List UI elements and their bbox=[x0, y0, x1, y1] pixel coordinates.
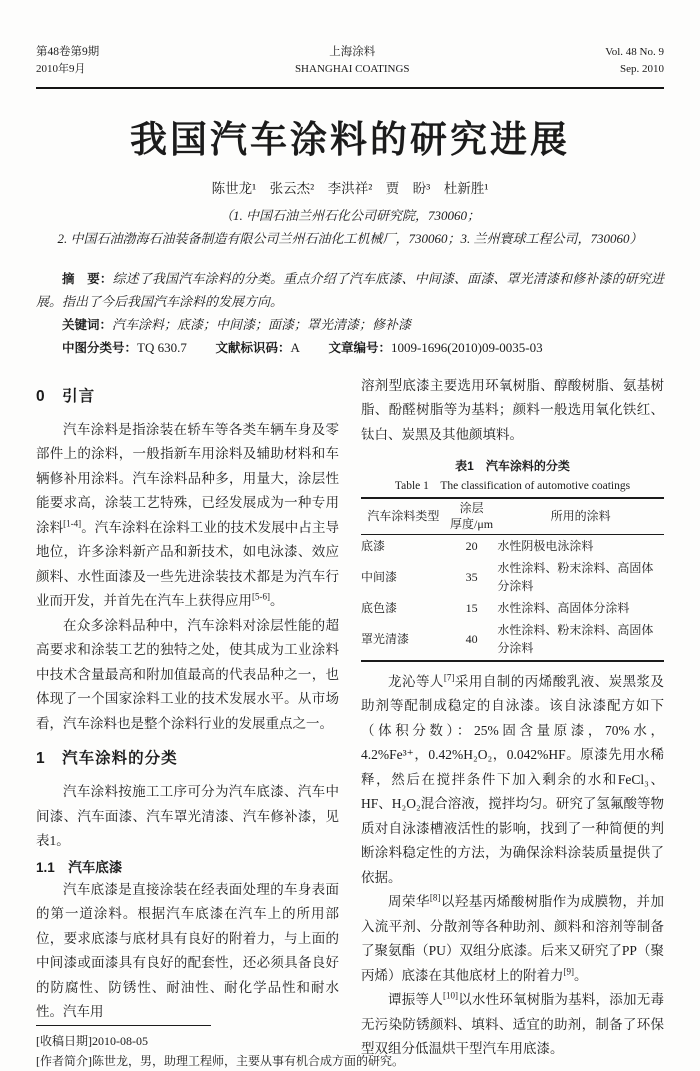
classification-line bbox=[36, 336, 664, 359]
received-date-value: 2010-08-05 bbox=[92, 1033, 148, 1048]
clc-value: TQ 630.7 bbox=[137, 340, 187, 356]
journal-name-en: SHANGHAI COATINGS bbox=[294, 63, 410, 76]
body-columns bbox=[36, 374, 665, 1069]
table-row: 底漆 20 水性阴极电泳涂料 bbox=[361, 538, 594, 553]
table-row: 中间漆 35 水性涂料、粉末涂料、高固体分涂料 bbox=[361, 561, 654, 593]
abstract-text: 综述了我国汽车涂料的分类。重点介绍了汽车底漆、中间漆、面漆、罩光清漆和修补漆的研究进展。指出了今后我国汽车涂料的发展方向。 bbox=[36, 270, 664, 309]
continued-paragraph: 溶剂型底漆主要选用环氧树脂、醇酸树脂、氨基树脂、酚醛树脂等为基料；颜料一般选用氧化铁红、钛白、炭黑及其他颜填料。 bbox=[361, 377, 664, 442]
clc-label: 中图分类号： bbox=[62, 341, 138, 356]
author-list: 陈世龙¹ 张云杰² 李洪祥² 贾 盼³ 杜新胜¹ bbox=[211, 181, 489, 197]
table-1 bbox=[361, 497, 664, 662]
issue-date: 2010年9月 bbox=[36, 63, 86, 76]
table-header-coating: 所用的涂料 bbox=[497, 498, 664, 535]
received-date-line bbox=[36, 1031, 339, 1051]
issue-info bbox=[36, 44, 99, 78]
table-1-block bbox=[361, 457, 664, 662]
journal-name-cn: 上海涂料 bbox=[329, 46, 376, 58]
issue-volume: 第48卷第9期 bbox=[36, 46, 100, 58]
table-header-thickness: 涂层 厚度/μm bbox=[446, 498, 498, 535]
section-1-1-heading: 1.1 汽车底漆 bbox=[36, 859, 123, 875]
volume-info bbox=[605, 44, 664, 77]
table-row: 底色漆 15 水性涂料、高固体分涂料 bbox=[361, 600, 630, 615]
header-rule bbox=[36, 87, 664, 90]
keywords-text: 汽车涂料；底漆；中间漆；面漆；罩光清漆；修补漆 bbox=[112, 317, 412, 333]
doc-code-value: A bbox=[290, 340, 300, 356]
table-1-caption-en: Table 1 The classification of automotive coatings bbox=[394, 480, 631, 493]
author-bio-label: [作者简介] bbox=[36, 1054, 92, 1069]
keywords-line bbox=[36, 313, 664, 336]
footnote-rule bbox=[36, 1025, 211, 1026]
abstract-label: 摘 要： bbox=[62, 271, 113, 286]
section-0-heading: 0 引言 bbox=[36, 387, 96, 405]
keywords-label: 关键词： bbox=[62, 318, 113, 333]
author-bio-line bbox=[36, 1051, 405, 1071]
journal-name bbox=[295, 44, 410, 78]
intro-paragraph-2: 在众多涂料品种中，汽车涂料对涂层性能的超高要求和涂装工艺的独特之处，使其成为工业涂料中技术含量最高和附加值最高的代表品种之一，也体现了一个国家涂料工业的技术发展水平。从市场看，汽车涂料也是整个涂料行业的发展重点之一。 bbox=[36, 617, 339, 731]
received-date-label: [收稿日期] bbox=[36, 1033, 92, 1048]
table-header-type: 汽车涂料类型 bbox=[361, 498, 446, 535]
section-1-1-paragraph: 汽车底漆是直接涂装在经表面处理的车身表面的第一道涂料。根据汽车底漆在汽车上的所用部位，要求底漆与底材具有良好的附着力，与上面的中间漆或面漆具有良好的配套性，还必须具备良好的防腐性、防锈性、耐油性、耐化学品性和耐水性。汽车用 bbox=[36, 881, 339, 1020]
primer-paragraph-2: 周荣华[8]以羟基丙烯酸树脂作为成膜物，并加入流平剂、分散剂等各种助剂、颜料和溶剂等制备了聚氨酯（PU）双组分底漆。后来又研究了PP（聚丙烯）底漆在其他底材上的附着力[9]。 bbox=[361, 892, 665, 983]
affiliation-line-2: 2. 中国石油渤海石油装备制造有限公司兰州石油化工机械厂，730060；3. 兰州寰球工程公司，730060） bbox=[57, 231, 643, 246]
table-row: 罩光清漆 40 水性涂料、粉末涂料、高固体分涂料 bbox=[361, 623, 654, 655]
doc-code-label: 文献标识码： bbox=[215, 341, 291, 356]
article-id-label: 文章编号： bbox=[328, 341, 391, 356]
article-id-value: 1009-1696(2010)09-0035-03 bbox=[390, 340, 543, 356]
journal-header bbox=[36, 44, 664, 78]
volume-number: Vol. 48 No. 9 bbox=[605, 46, 664, 58]
author-bio-value: 陈世龙，男，助理工程师，主要从事有机合成方面的研究。 bbox=[92, 1054, 405, 1069]
intro-paragraph-1: 汽车涂料是指涂装在轿车等各类车辆车身及零部件上的涂料，一般指新车用涂料及辅助材料和车辆修补用涂料。汽车涂料品种多，用量大，涂层性能要求高，涂装工艺特殊，已经发展成为一种专用涂料[1-4]。汽车涂料在涂料工业的技术发展中占主导地位，许多涂料新产品和新技术，如电泳漆、效应颜料、水性面漆及一些先进涂装技术都是为汽车行业而开发，并首先在汽车上获得应用[5-6]。 bbox=[36, 421, 340, 609]
right-column bbox=[361, 374, 664, 1062]
footnote-block bbox=[36, 1025, 405, 1071]
abstract-block bbox=[36, 267, 664, 360]
affiliation-line-1: （1. 中国石油兰州石化公司研究院，730060； bbox=[219, 208, 480, 224]
paper-title: 我国汽车涂料的研究进展 bbox=[130, 120, 570, 162]
section-1-heading: 1 汽车涂料的分类 bbox=[36, 750, 178, 768]
primer-paragraph-1: 龙沁等人[7]采用自制的丙烯酸乳液、炭黑浆及助剂等配制成稳定的自泳漆。该自泳漆配方如下（体积分数）：25%固含量原漆，70%水，4.2%Fe³⁺，0.42%H₂O₂，0.042%HF。原漆先用水稀释，然后在搅拌条件下加入剩余的水和FeCl₃、HF、H₂O₂混合溶液，搅拌均匀。研究了氢氟酸等物质对自泳漆槽液活性的影响，找到了一种简便的判断涂料稳定性的方法，为确保涂料涂装质量提供了依据。 bbox=[361, 672, 665, 885]
abstract-paragraph bbox=[36, 267, 664, 313]
primer-paragraph-3: 谭振等人[10]以水性环氧树脂为基料，添加无毒无污染防锈颜料、填料、适宜的助剂，制备了环保型双组分低温烘干型汽车用底漆。 bbox=[361, 990, 665, 1057]
table-header-row bbox=[361, 498, 664, 535]
section-1-paragraph: 汽车涂料按施工工序可分为汽车底漆、汽车中间漆、汽车面漆、汽车罩光清漆、汽车修补漆，见表1。 bbox=[36, 784, 339, 849]
volume-date: Sep. 2010 bbox=[620, 62, 664, 75]
table-1-caption-cn: 表1 汽车涂料的分类 bbox=[455, 459, 570, 474]
